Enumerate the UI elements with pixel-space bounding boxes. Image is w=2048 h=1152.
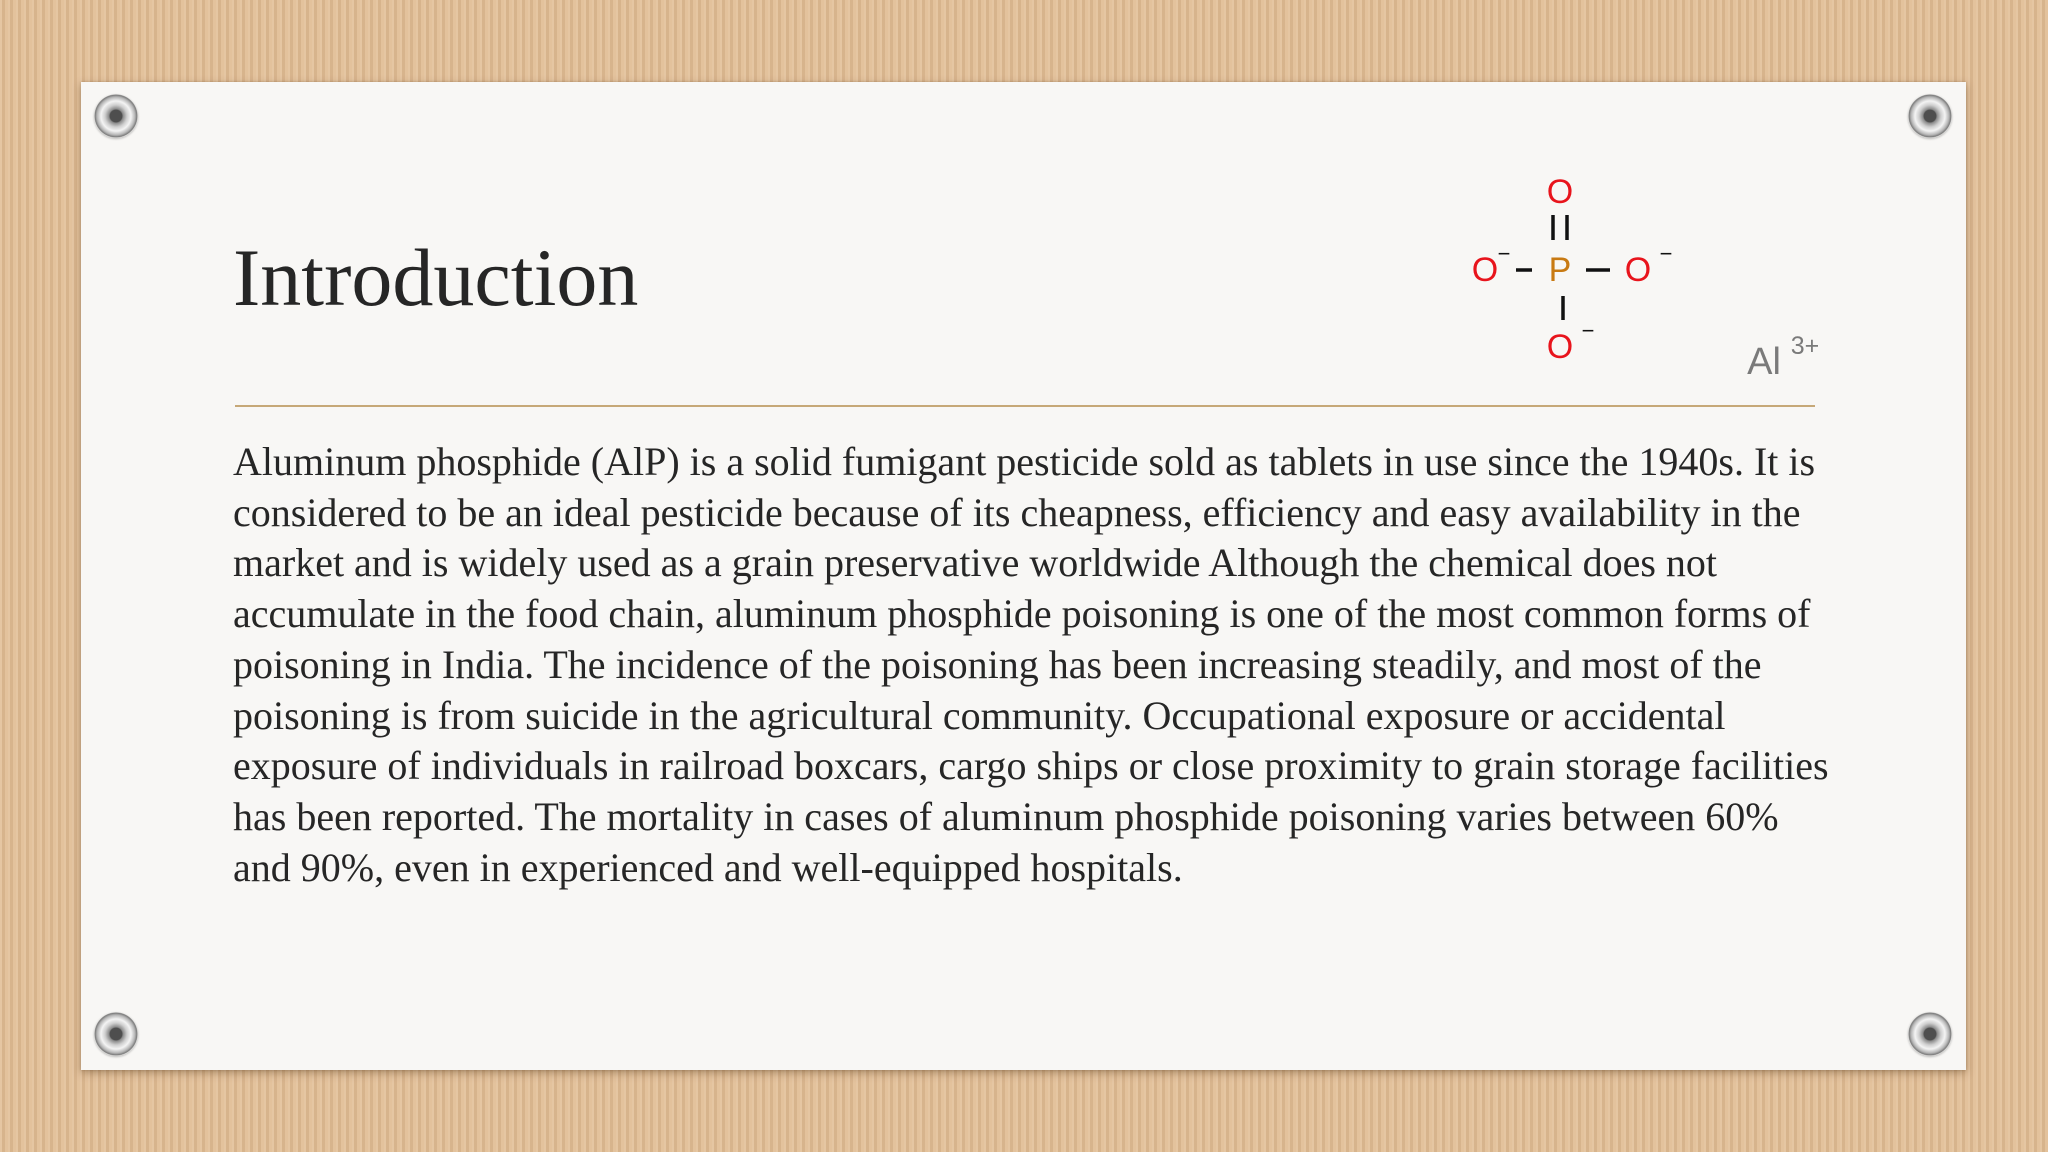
title-divider (235, 405, 1815, 407)
oxygen-left-charge: − (1497, 241, 1511, 266)
oxygen-bottom-charge: − (1581, 318, 1595, 343)
aluminum-cation-charge: 3+ (1790, 332, 1820, 360)
grommet-top-right-icon (1908, 94, 1952, 138)
oxygen-bottom-atom: O (1546, 328, 1574, 366)
oxygen-top-atom: O (1546, 173, 1574, 211)
grommet-bottom-right-icon (1908, 1012, 1952, 1056)
oxygen-left-atom: O (1471, 251, 1499, 289)
oxygen-right-charge: − (1659, 241, 1673, 266)
aluminum-cation: Al (1747, 341, 1781, 383)
phosphorus-atom: P (1548, 251, 1572, 289)
grommet-top-left-icon (94, 94, 138, 138)
oxygen-right-atom: O (1624, 251, 1652, 289)
slide-body-text: Aluminum phosphide (AlP) is a solid fumigant pesticide sold as tablets in use since the 1940s. It is considered to be an ideal pesticide because of its cheapness, efficiency and easy availability in the market and is widely used as a grain preservative worldwide Although the chemical does not accumulate in the food chain, aluminum phosphide poisoning is one of the most common forms of poisoning in India. The incidence of the poisoning has been increasing steadily, and most of the poisoning is from suicide in the agricultural community. Occupational exposure or accidental exposure of individuals in railroad boxcars, cargo ships or close proximity to grain storage facilities has been reported. The mortality in cases of aluminum phosphide poisoning varies between 60% and 90%, even in experienced and well-equipped hospitals. (233, 439, 1829, 890)
aluminum-phosphate-structure-diagram (1460, 168, 1850, 388)
grommet-bottom-left-icon (94, 1012, 138, 1056)
slide-title: Introduction (233, 232, 639, 323)
